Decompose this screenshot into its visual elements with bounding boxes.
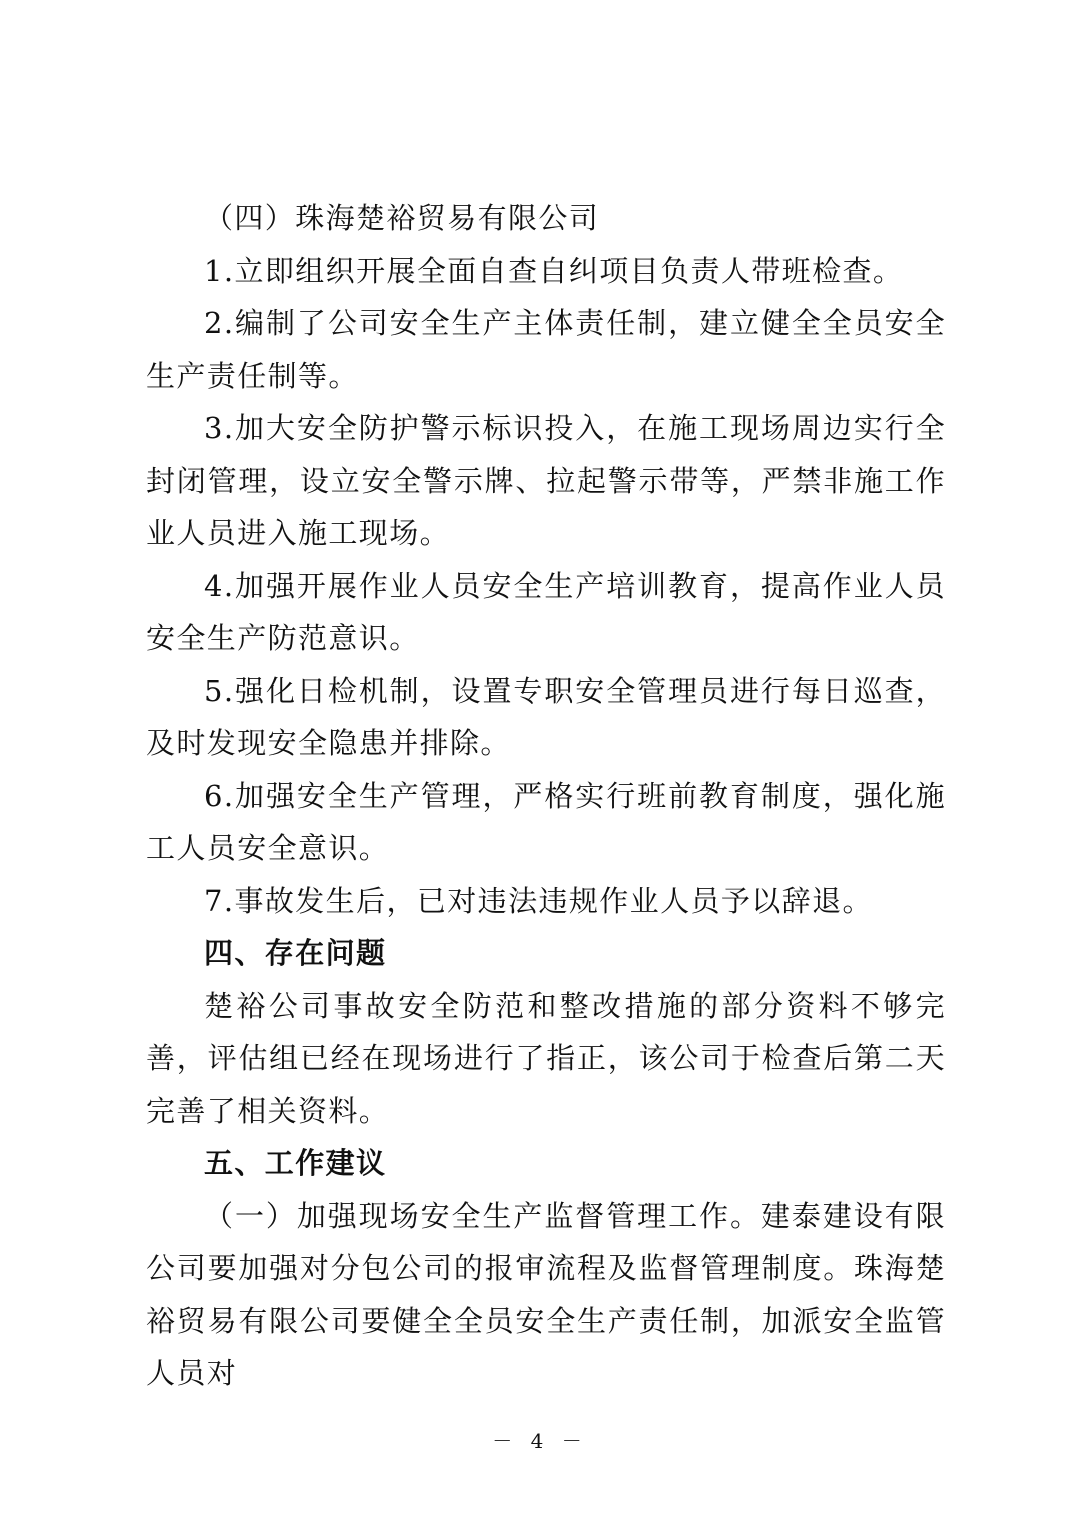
list-item: 7.事故发生后，已对违法违规作业人员予以辞退。 <box>204 883 873 918</box>
section-heading-suggestions: 五、工作建议 <box>204 1146 387 1180</box>
problems-paragraph: 楚裕公司事故安全防范和整改措施的部分资料不够完善，评估组已经在现场进行了指正，该公司于检查后第二天完善了相关资料。 <box>146 988 946 1128</box>
list-item: 5.强化日检机制，设置专职安全管理员进行每日巡查，及时发现安全隐患并排除。 <box>146 673 946 760</box>
page-number: － 4 － <box>492 1429 588 1453</box>
section-heading-problems: 四、存在问题 <box>204 936 387 970</box>
list-item: 3.加大安全防护警示标识投入，在施工现场周边实行全封闭管理，设立安全警示牌、拉起警示带等，严禁非施工作业人员进入施工现场。 <box>146 411 946 550</box>
list-item: 6.加强安全生产管理，严格实行班前教育制度，强化施工人员安全意识。 <box>146 778 946 865</box>
suggestion-paragraph: （一）加强现场安全生产监督管理工作。建泰建设有限公司要加强对分包公司的报审流程及监督管理制度。珠海楚裕贸易有限公司要健全全员安全生产责任制，加派安全监管人员对 <box>146 1198 946 1390</box>
list-item: 4.加强开展作业人员安全生产培训教育，提高作业人员安全生产防范意识。 <box>146 568 946 655</box>
list-item: 1.立即组织开展全面自查自纠项目负责人带班检查。 <box>204 253 904 288</box>
document-body <box>146 192 946 1400</box>
list-item: 2.编制了公司安全生产主体责任制，建立健全全员安全生产责任制等。 <box>146 306 946 393</box>
subsection-title: （四）珠海楚裕贸易有限公司 <box>204 201 600 235</box>
